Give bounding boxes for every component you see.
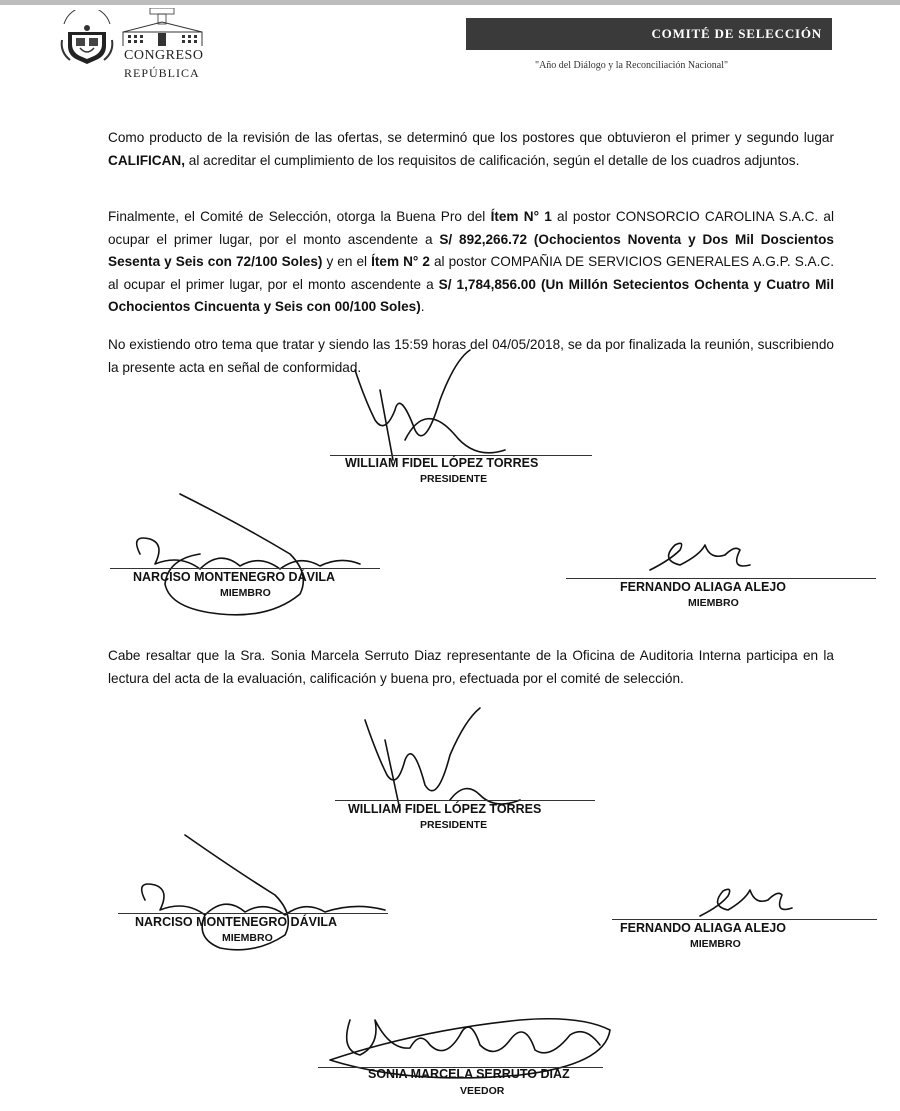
veedor-name: SONIA MARCELA SERRUTO DIAZ <box>368 1067 570 1081</box>
veedor-role: VEEDOR <box>460 1085 505 1097</box>
member-role: MIEMBRO <box>222 932 273 944</box>
peru-coat-of-arms-icon <box>58 10 116 68</box>
paragraph-closing: No existiendo otro tema que tratar y siendo las 15:59 horas del 04/05/2018, se da por finalizada la reunión, suscribiendo la presente acta en señal de conformidad. <box>108 337 834 375</box>
logo-text-republica: REPÚBLICA <box>124 66 200 80</box>
committee-label: COMITÉ DE SELECCIÓN <box>651 26 822 41</box>
committee-banner <box>466 18 832 50</box>
signature-line <box>118 913 388 914</box>
signature-scribble-icon <box>690 878 810 923</box>
bold-run: S/ 1,784,856.00 (Un Millón Setecientos Ochenta y Cuatro Mil Ochocientos Cincuenta y Seis con 00/100 Soles) <box>108 276 834 314</box>
logo-text-congreso: CONGRESO <box>124 48 204 63</box>
member-role: MIEMBRO <box>690 938 741 950</box>
text-run: y en el <box>322 254 372 269</box>
president-role: PRESIDENTE <box>420 473 488 485</box>
text-run: Finalmente, el Comité de Selección, otorga la Buena Pro del <box>108 209 491 224</box>
signature-scribble-icon <box>640 530 770 580</box>
signature-scribble-icon <box>120 484 380 624</box>
text-run: Como producto de la revisión de las ofertas, se determinó que los postores que obtuvieron el primer y segundo lugar <box>108 130 834 145</box>
member-name: NARCISO MONTENEGRO DÁVILA <box>135 915 338 929</box>
member-name: FERNANDO ALIAGA ALEJO <box>620 921 786 935</box>
signature-line <box>110 568 380 569</box>
signature-line <box>612 919 877 920</box>
signature-line <box>566 578 876 579</box>
bold-run: S/ 892,266.72 (Ochocientos Noventa y Dos Mil Doscientos Sesenta y Seis con 72/100 Soles) <box>108 231 834 269</box>
paragraph-audit-note: Cabe resaltar que la Sra. Sonia Marcela Serruto Diaz representante de la Oficina de Auditoria Interna participa en la lectura del acta de la evaluación, calificación y buena pro, efectuada por el comité de selección. <box>108 648 834 686</box>
bold-run: CALIFICAN, <box>108 152 186 168</box>
member-name: FERNANDO ALIAGA ALEJO <box>620 580 786 594</box>
text-run: al acreditar el cumplimiento de los requisitos de calificación, según el detalle de los cuadros adjuntos. <box>185 152 800 168</box>
congress-building-icon <box>120 8 205 48</box>
paragraph-award <box>108 206 834 319</box>
signature-line <box>335 800 595 801</box>
top-border <box>0 0 900 5</box>
text-run: al postor COMPAÑIA DE SERVICIOS GENERALES A.G.P. S.A.C. al ocupar el primer lugar, por el monto ascendente a <box>108 254 834 292</box>
bold-run: Ítem N° 2 <box>371 254 430 269</box>
text-run: al postor CONSORCIO CAROLINA S.A.C. al ocupar el primer lugar, por el monto ascendente a <box>108 209 834 247</box>
president-name: WILLIAM FIDEL LÓPEZ TORRES <box>345 456 539 470</box>
text-run: . <box>420 299 425 314</box>
year-slogan: "Año del Diálogo y la Reconciliación Nacional" <box>535 60 729 71</box>
member-name: NARCISO MONTENEGRO DÁVILA <box>133 570 336 584</box>
member-role: MIEMBRO <box>688 597 739 609</box>
paragraph-qualification <box>108 127 834 172</box>
president-name: WILLIAM FIDEL LÓPEZ TORRES <box>348 802 542 816</box>
president-role: PRESIDENTE <box>420 819 488 831</box>
member-role: MIEMBRO <box>220 587 271 599</box>
bold-run: Ítem N° 1 <box>490 209 552 224</box>
